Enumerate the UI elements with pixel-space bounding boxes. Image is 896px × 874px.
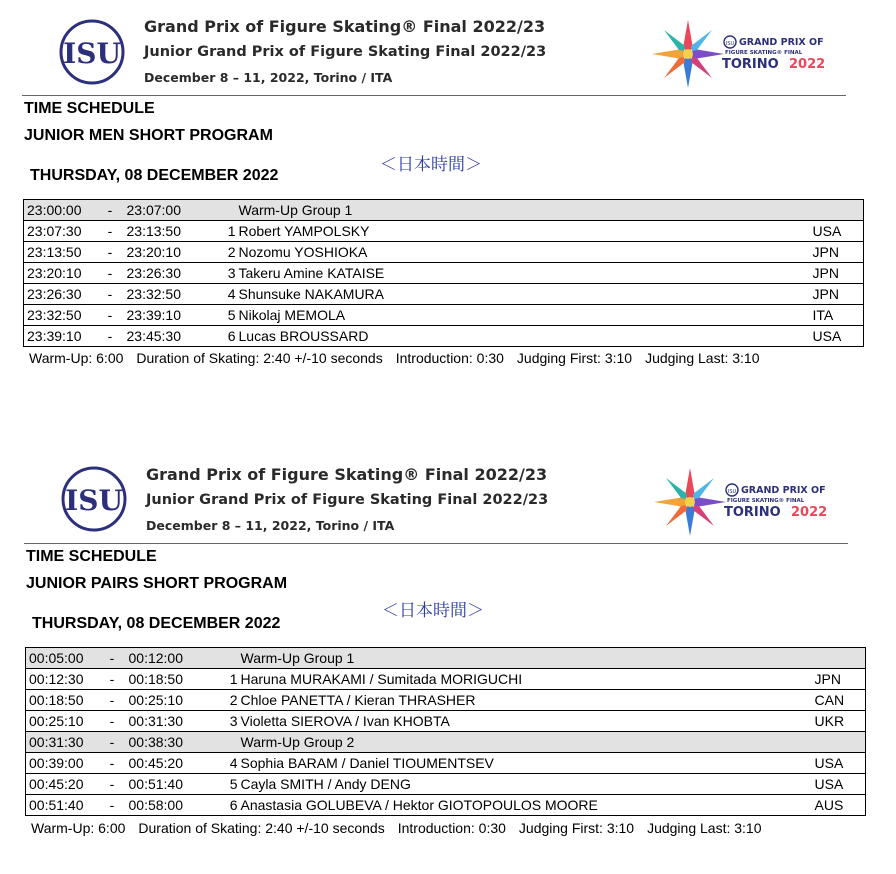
footer-item: Judging First: 3:10 <box>516 350 633 366</box>
skater-name-cell: Nozomu YOSHIOKA <box>236 242 810 263</box>
end-time-cell: 00:58:00 <box>126 795 222 816</box>
schedule-label: TIME SCHEDULE <box>26 548 157 565</box>
schedule-section-men <box>0 0 896 430</box>
start-number-cell: 3 <box>220 263 236 284</box>
gp-logo-city: TORINO <box>722 57 779 72</box>
schedule-footer <box>31 820 775 836</box>
event-title: JUNIOR MEN SHORT PROGRAM <box>24 127 273 144</box>
event-title: JUNIOR PAIRS SHORT PROGRAM <box>26 575 288 592</box>
table-row <box>24 221 864 242</box>
end-time-cell: 00:25:10 <box>126 690 222 711</box>
header-dates: December 8 – 11, 2022, Torino / ITA <box>146 518 395 533</box>
start-time-cell: 23:26:30 <box>24 284 94 305</box>
warmup-row <box>26 648 866 669</box>
skater-name-cell: Haruna MURAKAMI / Sumitada MORIGUCHI <box>238 669 812 690</box>
start-time-cell: 23:13:50 <box>24 242 94 263</box>
start-time-cell: 00:31:30 <box>26 732 96 753</box>
start-time-cell: 00:25:10 <box>26 711 96 732</box>
table-row <box>24 305 864 326</box>
end-time-cell: 23:26:30 <box>124 263 220 284</box>
gp-logo-line1: GRAND PRIX OF <box>741 485 826 496</box>
time-separator-cell: - <box>94 284 124 305</box>
header-rule <box>22 95 846 96</box>
warmup-row <box>26 732 866 753</box>
start-number-cell: 3 <box>222 711 238 732</box>
time-separator-cell: - <box>96 753 126 774</box>
footer-item: Judging Last: 3:10 <box>647 820 762 836</box>
grand-prix-final-logo <box>652 466 842 538</box>
time-separator-cell: - <box>96 648 126 669</box>
end-time-cell: 00:38:30 <box>126 732 222 753</box>
start-time-cell: 23:00:00 <box>24 200 94 221</box>
table-row <box>24 326 864 347</box>
schedule-table <box>25 647 866 816</box>
footer-item: Warm-Up: 6:00 <box>29 350 124 366</box>
gp-logo-line2: FIGURE SKATING® FINAL <box>727 498 805 504</box>
svg-text:ISU: ISU <box>63 37 121 70</box>
start-time-cell: 23:39:10 <box>24 326 94 347</box>
start-number-cell: 2 <box>222 690 238 711</box>
skater-name-cell: Takeru Amine KATAISE <box>236 263 810 284</box>
table-row <box>24 284 864 305</box>
start-time-cell: 23:07:30 <box>24 221 94 242</box>
end-time-cell: 00:51:40 <box>126 774 222 795</box>
header-title: Grand Prix of Figure Skating® Final 2022/23 <box>144 17 546 36</box>
isu-logo <box>58 17 126 87</box>
gp-logo-line1: GRAND PRIX OF <box>739 37 824 48</box>
skater-name-cell: Warm-Up Group 2 <box>238 732 812 753</box>
time-separator-cell: - <box>96 732 126 753</box>
header-title: Grand Prix of Figure Skating® Final 2022/23 <box>146 465 548 484</box>
start-number-cell: 1 <box>222 669 238 690</box>
table-row <box>26 711 866 732</box>
end-time-cell: 00:31:30 <box>126 711 222 732</box>
day-title: THURSDAY, 08 DECEMBER 2022 <box>32 615 281 632</box>
nation-cell: ITA <box>810 305 864 326</box>
header-subtitle: Junior Grand Prix of Figure Skating Final 2022/23 <box>144 44 547 60</box>
skater-name-cell: Anastasia GOLUBEVA / Hektor GIOTOPOULOS MOORE <box>238 795 812 816</box>
skater-name-cell: Warm-Up Group 1 <box>238 648 812 669</box>
start-number-cell: 1 <box>220 221 236 242</box>
gp-logo-line2: FIGURE SKATING® FINAL <box>725 50 803 56</box>
skater-name-cell: Shunsuke NAKAMURA <box>236 284 810 305</box>
time-separator-cell: - <box>94 221 124 242</box>
schedule-table <box>23 199 864 347</box>
nation-cell <box>810 200 864 221</box>
nation-cell: AUS <box>812 795 866 816</box>
time-separator-cell: - <box>94 305 124 326</box>
start-time-cell: 00:05:00 <box>26 648 96 669</box>
skater-name-cell: Sophia BARAM / Daniel TIOUMENTSEV <box>238 753 812 774</box>
start-time-cell: 23:32:50 <box>24 305 94 326</box>
skater-name-cell: Robert YAMPOLSKY <box>236 221 810 242</box>
footer-item: Judging Last: 3:10 <box>645 350 760 366</box>
end-time-cell: 00:45:20 <box>126 753 222 774</box>
japan-time-label: ＜日本時間＞ <box>382 601 484 621</box>
isu-logo <box>60 464 128 534</box>
time-separator-cell: - <box>96 711 126 732</box>
start-number-cell: 6 <box>220 326 236 347</box>
start-number-cell <box>220 200 236 221</box>
nation-cell: JPN <box>810 284 864 305</box>
start-number-cell: 4 <box>222 753 238 774</box>
table-row <box>26 669 866 690</box>
day-title: THURSDAY, 08 DECEMBER 2022 <box>30 167 279 184</box>
time-separator-cell: - <box>96 774 126 795</box>
skater-name-cell: Violetta SIEROVA / Ivan KHOBTA <box>238 711 812 732</box>
table-row <box>26 753 866 774</box>
nation-cell: JPN <box>812 669 866 690</box>
start-number-cell: 6 <box>222 795 238 816</box>
skater-name-cell: Cayla SMITH / Andy DENG <box>238 774 812 795</box>
start-time-cell: 00:18:50 <box>26 690 96 711</box>
table-row <box>26 774 866 795</box>
start-time-cell: 00:12:30 <box>26 669 96 690</box>
header-rule <box>24 543 848 544</box>
table-row <box>26 690 866 711</box>
header-dates: December 8 – 11, 2022, Torino / ITA <box>144 70 393 85</box>
schedule-footer <box>29 350 773 366</box>
nation-cell: JPN <box>810 263 864 284</box>
end-time-cell: 00:18:50 <box>126 669 222 690</box>
nation-cell: USA <box>812 753 866 774</box>
skater-name-cell: Nikolaj MEMOLA <box>236 305 810 326</box>
skater-name-cell: Chloe PANETTA / Kieran THRASHER <box>238 690 812 711</box>
table-row <box>24 242 864 263</box>
footer-item: Introduction: 0:30 <box>395 350 504 366</box>
start-time-cell: 00:45:20 <box>26 774 96 795</box>
start-number-cell <box>222 732 238 753</box>
nation-cell: USA <box>810 221 864 242</box>
start-number-cell <box>222 648 238 669</box>
header-subtitle: Junior Grand Prix of Figure Skating Final 2022/23 <box>146 492 549 508</box>
time-separator-cell: - <box>96 690 126 711</box>
time-separator-cell: - <box>94 326 124 347</box>
schedule-label: TIME SCHEDULE <box>24 100 155 117</box>
svg-text:ISU: ISU <box>727 489 737 495</box>
grand-prix-final-logo <box>650 18 840 90</box>
nation-cell <box>812 648 866 669</box>
svg-text:ISU: ISU <box>725 41 735 47</box>
warmup-row <box>24 200 864 221</box>
gp-logo-city: TORINO <box>724 505 781 520</box>
time-separator-cell: - <box>94 200 124 221</box>
svg-text:ISU: ISU <box>65 484 123 517</box>
start-number-cell: 2 <box>220 242 236 263</box>
start-number-cell: 4 <box>220 284 236 305</box>
nation-cell: UKR <box>812 711 866 732</box>
end-time-cell: 23:20:10 <box>124 242 220 263</box>
nation-cell: JPN <box>810 242 864 263</box>
table-row <box>24 263 864 284</box>
footer-item: Judging First: 3:10 <box>518 820 635 836</box>
schedule-section-pairs <box>0 448 896 874</box>
skater-name-cell: Warm-Up Group 1 <box>236 200 810 221</box>
footer-item: Introduction: 0:30 <box>397 820 506 836</box>
gp-logo-year: 2022 <box>789 57 826 72</box>
end-time-cell: 23:07:00 <box>124 200 220 221</box>
nation-cell: USA <box>810 326 864 347</box>
end-time-cell: 23:39:10 <box>124 305 220 326</box>
end-time-cell: 23:45:30 <box>124 326 220 347</box>
end-time-cell: 23:13:50 <box>124 221 220 242</box>
nation-cell <box>812 732 866 753</box>
nation-cell: USA <box>812 774 866 795</box>
start-time-cell: 00:51:40 <box>26 795 96 816</box>
japan-time-label: ＜日本時間＞ <box>380 155 482 175</box>
footer-item: Duration of Skating: 2:40 +/-10 seconds <box>136 350 383 366</box>
start-time-cell: 00:39:00 <box>26 753 96 774</box>
start-number-cell: 5 <box>220 305 236 326</box>
start-time-cell: 23:20:10 <box>24 263 94 284</box>
footer-item: Duration of Skating: 2:40 +/-10 seconds <box>138 820 385 836</box>
end-time-cell: 00:12:00 <box>126 648 222 669</box>
time-separator-cell: - <box>94 263 124 284</box>
start-number-cell: 5 <box>222 774 238 795</box>
gp-logo-year: 2022 <box>791 505 828 520</box>
time-separator-cell: - <box>96 795 126 816</box>
time-separator-cell: - <box>96 669 126 690</box>
end-time-cell: 23:32:50 <box>124 284 220 305</box>
skater-name-cell: Lucas BROUSSARD <box>236 326 810 347</box>
footer-item: Warm-Up: 6:00 <box>31 820 126 836</box>
table-row <box>26 795 866 816</box>
time-separator-cell: - <box>94 242 124 263</box>
nation-cell: CAN <box>812 690 866 711</box>
